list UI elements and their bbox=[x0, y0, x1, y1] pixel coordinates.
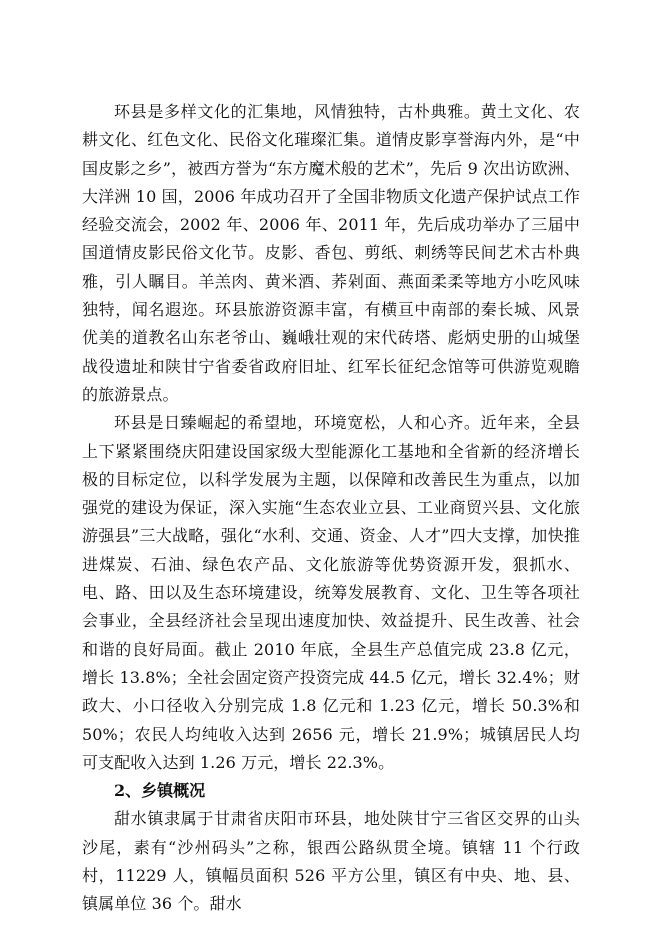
paragraph-culture: 环县是多样文化的汇集地，风情独特，古朴典雅。黄土文化、农耕文化、红色文化、民俗文化璀璨汇集。道情皮影享誉海内外，是“中国皮影之乡”，被西方誉为“东方魔术般的艺术”，先后 9 次出访欧洲、大洋洲 10 国，2006 年成功召开了全国非物质文化遗产保护试点工作经验交流会，2002 年、2006 年、2011 年，先后成功举办了三届中国道情皮影民俗文化节。皮影、香包、剪纸、刺绣等民间艺术古朴典雅，引人瞩目。羊羔肉、黄米酒、荞剁面、燕面柔柔等地方小吃风味独特，闻名遐迩。环县旅游资源丰富，有横亘中南部的秦长城、风景优美的道教名山东老爷山、巍峨壮观的宋代砖塔、彪炳史册的山城堡战役遗址和陕甘宁省委省政府旧址、红军长征纪念馆等可供游览观瞻的旅游景点。 bbox=[82, 102, 580, 404]
paragraph-tianshui-town: 甜水镇隶属于甘肃省庆阳市环县，地处陕甘宁三省区交界的山头沙尾，素有“沙州码头”之称，银西公路纵贯全境。镇辖 11 个行政村，11229 人，镇幅员面积 526 平方公里，镇区有中央、地、县、镇属单位 36 个。甜水 bbox=[82, 809, 580, 914]
section-heading-town-overview: 2、乡镇概况 bbox=[114, 781, 206, 801]
document-page bbox=[82, 98, 580, 919]
paragraph-economy: 环县是日臻崛起的希望地，环境宽松，人和心齐。近年来，全县上下紧紧围绕庆阳建设国家级大型能源化工基地和全省新的经济增长极的目标定位，以科学发展为主题，以保障和改善民生为重点，以加强党的建设为保证，深入实施“生态农业立县、工业商贸兴县、文化旅游强县”三大战略，强化“水利、交通、资金、人才”四大支撑，加快推进煤炭、石油、绿色农产品、文化旅游等优势资源开发，狠抓水、电、路、田以及生态环境建设，统筹发展教育、文化、卫生等各项社会事业，全县经济社会呈现出速度加快、效益提升、民生改善、社会和谐的良好局面。截止 2010 年底，全县生产总值完成 23.8 亿元，增长 13.8%；全社会固定资产投资完成 44.5 亿元，增长 32.4%；财政大、小口径收入分别完成 1.8 亿元和 1.23 亿元，增长 50.3%和 50%；农民人均纯收入达到 2656 元，增长 21.9%；城镇居民人均可支配收入达到 1.26 万元，增长 22.3%。 bbox=[82, 413, 580, 772]
